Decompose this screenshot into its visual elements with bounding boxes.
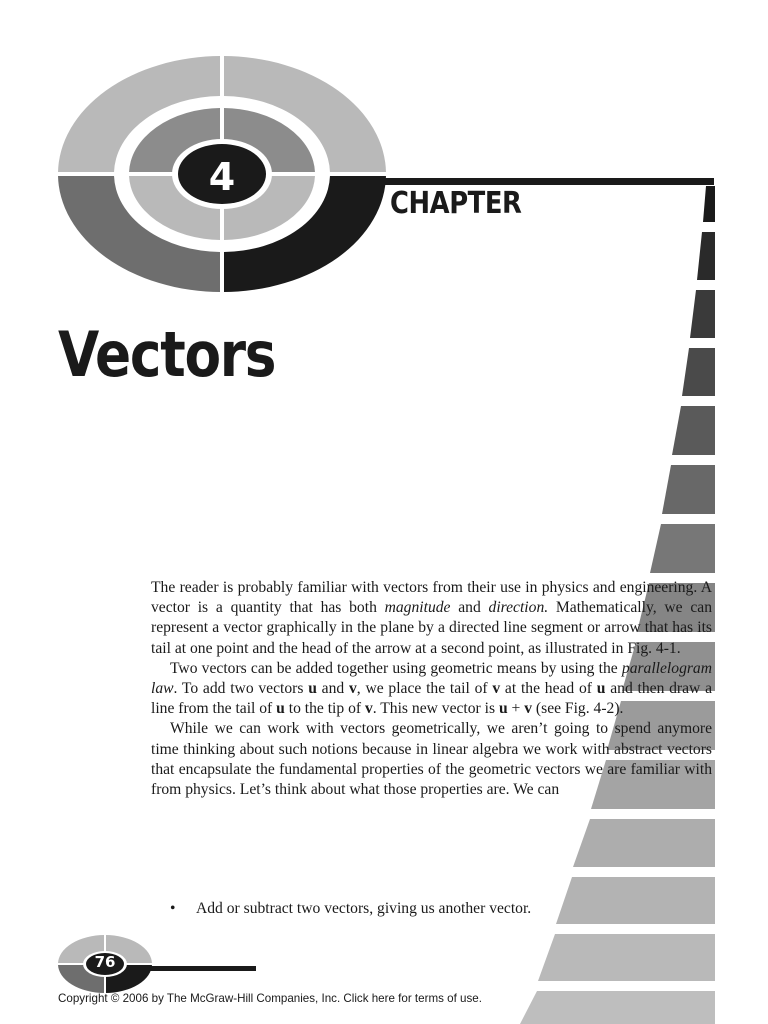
emphasis-magnitude: magnitude xyxy=(384,599,451,617)
emphasis-direction: direction. xyxy=(488,599,549,617)
vector-symbol: u xyxy=(596,680,606,698)
vector-symbol: v xyxy=(364,700,373,718)
vector-symbol: u xyxy=(276,700,285,718)
text-run: . To add two vectors xyxy=(173,680,309,698)
text-run: , we place the tail of xyxy=(356,680,493,698)
footer-rule xyxy=(150,966,256,971)
page-number: 76 xyxy=(94,953,116,971)
bullet-item-text: Add or subtract two vectors, giving us another vector. xyxy=(196,900,532,917)
text-run: + xyxy=(507,700,525,718)
chapter-number: 4 xyxy=(208,155,236,199)
text-run: Two vectors can be added together using geometric means by using the xyxy=(170,659,622,677)
text-run: and xyxy=(450,599,489,617)
vector-symbol: v xyxy=(492,680,501,698)
text-run: to the tip of xyxy=(284,700,365,718)
text-run: Mathematically, we can represent a vector graphically in the plane by a directed line segment or arrow that has its tail at one point and the head of the arrow at a second point, as illustrated in Fig. 4-1. xyxy=(151,599,712,657)
emphasis-parallelogram-law: parallelogram law xyxy=(151,659,712,698)
copyright-notice[interactable]: Copyright © 2006 by The McGraw-Hill Companies, Inc. Click here for terms of use. xyxy=(58,992,482,1005)
chapter-label: CHAPTER xyxy=(390,186,522,221)
vector-symbol: u xyxy=(498,700,508,718)
bullet-dot-icon: • xyxy=(170,900,176,917)
chapter-title: Vectors xyxy=(58,318,276,391)
vector-symbol: u xyxy=(308,680,317,698)
paragraph-3: While we can work with vectors geometrically, we aren’t going to spend anymore time thinking about such notions because in linear algebra we work with abstract vectors that encapsulate the fundamental properties of the geometric vectors we are familiar with from physics. Let’s think about what those properties are. We can xyxy=(151,720,712,799)
text-run: and then draw a line from the tail of xyxy=(151,680,713,718)
text-run: . This new vector is xyxy=(372,700,499,718)
text-run: (see Fig. 4-2). xyxy=(532,700,624,718)
text-run: and xyxy=(316,680,349,698)
vector-symbol: v xyxy=(348,680,357,698)
text-run: at the head of xyxy=(500,680,597,698)
vector-symbol: v xyxy=(524,700,533,718)
text-run: The reader is probably familiar with vectors from their use in physics and engineering. A vector is a quantity that has both xyxy=(151,579,712,617)
